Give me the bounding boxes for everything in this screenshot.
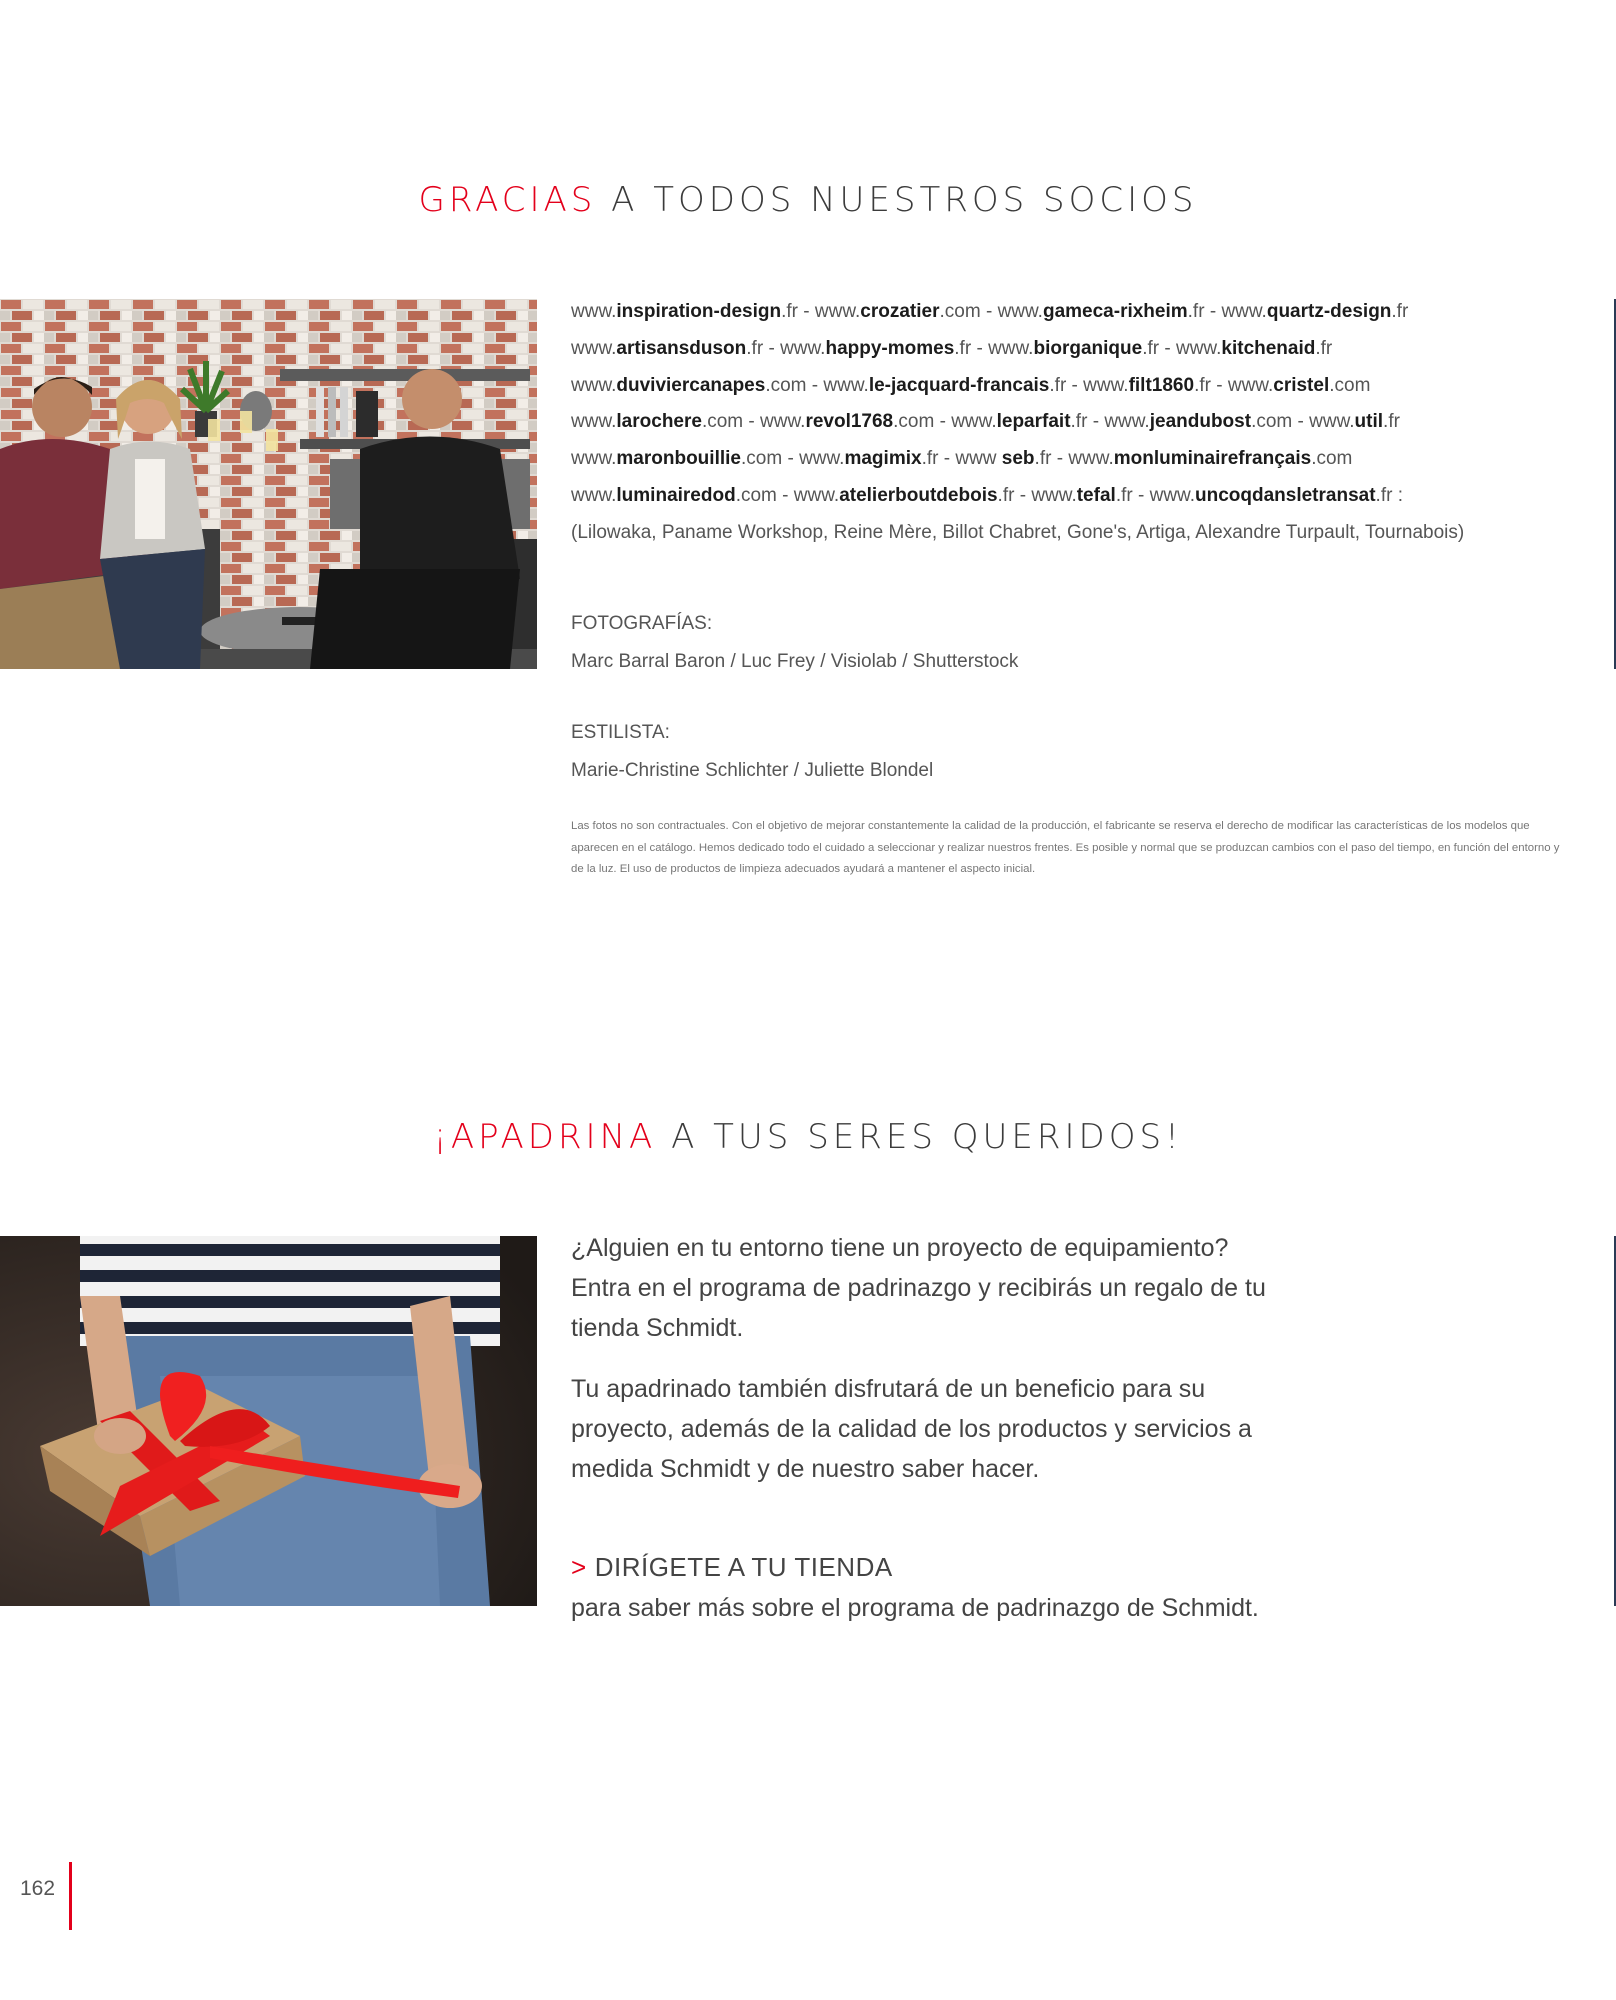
partner-prefix: www. (571, 448, 617, 470)
separator: - (1132, 484, 1150, 506)
partner-tld: .com (1329, 374, 1371, 396)
referral-heading (0, 1117, 1616, 1157)
partner-line (571, 478, 1581, 515)
partner-prefix: www. (571, 484, 617, 506)
partner-name: larochere (616, 411, 702, 433)
partner-name: uncoqdansletransat (1195, 484, 1376, 506)
partner-name: artisansduson (616, 337, 747, 359)
referral-heading-accent: ¡APADRINA (433, 1117, 657, 1157)
partner-website-link[interactable] (794, 485, 1015, 506)
partner-name: seb (1001, 448, 1035, 470)
partner-website-link[interactable] (571, 375, 807, 396)
partner-website-link[interactable] (1228, 375, 1371, 396)
partner-prefix: www. (1175, 337, 1222, 359)
partner-tld: .com (701, 411, 744, 433)
partner-tld: .com (740, 448, 783, 470)
partner-website-link[interactable] (1031, 485, 1132, 506)
partners-heading (0, 180, 1616, 220)
partner-prefix: www. (799, 448, 845, 470)
separator: - (797, 301, 815, 322)
separator: - (938, 448, 956, 470)
partner-name: magimix (844, 448, 922, 470)
partner-name: happy-momes (825, 337, 955, 359)
partner-website-link[interactable] (815, 301, 981, 322)
partner-tld: .fr (1142, 337, 1160, 359)
page-number-divider (69, 1862, 72, 1930)
partner-line (571, 441, 1581, 478)
partner-name: jeandubost (1149, 411, 1252, 433)
gift-box-photo (0, 1236, 537, 1606)
partner-website-link[interactable] (1068, 448, 1352, 469)
partner-line (571, 368, 1581, 405)
partner-brands-line: (Lilowaka, Paname Workshop, Reine Mère, Billot Chabret, Gone's, Artiga, Alexandre Turpault, Tournabois) (571, 521, 1465, 543)
partner-name: duviviercanapes (616, 374, 766, 396)
partner-tld: .com (939, 301, 981, 322)
referral-paragraph-1: ¿Alguien en tu entorno tiene un proyecto de equipamiento? Entra en el programa de padrinazgo y recibirás un regalo de tu tienda Schmidt. (571, 1234, 1266, 1342)
stylist-credits: Marie-Christine Schlichter / Juliette Blondel (571, 760, 934, 781)
partner-name: le-jacquard-francais (868, 374, 1050, 396)
partner-tld: .fr (781, 301, 798, 322)
partner-name: inspiration-design (616, 301, 782, 322)
partner-tld: .com (735, 484, 777, 506)
partner-prefix: www. (1068, 448, 1114, 470)
partner-prefix: www. (571, 411, 617, 433)
partner-prefix: www. (1309, 411, 1355, 433)
partner-prefix: www. (571, 374, 617, 396)
partner-tld: .fr (1070, 411, 1088, 433)
partner-website-link[interactable] (1083, 375, 1211, 396)
partner-prefix: www. (823, 374, 869, 396)
separator: - (1087, 411, 1105, 433)
disclaimer-text: Las fotos no son contractuales. Con el objetivo de mejorar constantemente la calidad de la producción, el fabricante se reserva el derecho de modificar las características de los modelos que aparecen en el catálogo. Hemos dedicado todo el cuidado a seleccionar y realizar nuestros frentes. Es posible y normal que se produzcan cambios con el paso del tiempo, en función del entorno y de la luz. El uso de productos de limpieza adecuados ayudará a mantener el aspecto inicial. (571, 820, 1560, 875)
partner-website-link[interactable] (799, 448, 938, 469)
partner-website-link[interactable] (1309, 411, 1400, 432)
partner-tld: .fr (1315, 337, 1333, 359)
partner-website-link[interactable] (760, 411, 934, 432)
partner-website-link[interactable] (998, 301, 1205, 322)
partner-prefix: www. (1227, 374, 1274, 396)
partner-prefix: www. (1149, 484, 1195, 506)
partner-name: monluminairefrançais (1113, 448, 1312, 470)
partner-prefix: www. (1104, 411, 1150, 433)
store-link[interactable] (571, 1552, 893, 1583)
partner-website-link[interactable] (823, 375, 1066, 396)
partner-line (571, 404, 1581, 441)
partner-tld: .fr (954, 337, 972, 359)
partner-prefix: www. (571, 301, 617, 322)
partner-website-link[interactable] (571, 301, 798, 322)
partner-tld: .fr (921, 448, 939, 470)
photos-label: FOTOGRAFÍAS: (571, 613, 713, 634)
separator: - (1204, 301, 1222, 322)
partner-name: crozatier (860, 301, 940, 322)
separator: - (782, 448, 800, 470)
referral-heading-rest: A TUS SERES QUERIDOS! (656, 1117, 1183, 1157)
partner-prefix: www (955, 448, 1002, 470)
partner-prefix: www. (760, 411, 806, 433)
partner-name: tefal (1076, 484, 1116, 506)
partner-tld: .fr (997, 484, 1015, 506)
partner-prefix: www. (814, 301, 861, 322)
partner-tld: .com (1251, 411, 1293, 433)
partner-tld: .fr (1034, 448, 1052, 470)
partner-tld: .fr (1049, 374, 1067, 396)
partner-name: maronbouillie (616, 448, 741, 470)
separator: - (806, 374, 824, 396)
separator: - (971, 337, 989, 359)
partner-name: cristel (1273, 374, 1330, 396)
partner-website-link[interactable] (1150, 485, 1403, 506)
partner-name: leparfait (996, 411, 1071, 433)
partner-tld: .com (765, 374, 807, 396)
partner-prefix: www. (1083, 374, 1129, 396)
stylist-label: ESTILISTA: (571, 722, 670, 743)
partner-website-link[interactable] (955, 448, 1051, 469)
partner-name: gameca-rixheim (1042, 301, 1188, 322)
partner-tld: .com (893, 411, 935, 433)
partners-heading-rest: A TODOS NUESTROS SOCIOS (596, 180, 1198, 220)
partner-tld: .fr (1115, 484, 1133, 506)
separator: - (980, 301, 998, 322)
partner-name: filt1860 (1128, 374, 1195, 396)
partner-name: revol1768 (805, 411, 894, 433)
partners-toast-photo (0, 299, 537, 669)
partner-name: biorganique (1033, 337, 1143, 359)
partner-tld: .fr : (1375, 484, 1403, 506)
partner-prefix: www. (1221, 301, 1267, 322)
partner-website-link[interactable] (780, 338, 971, 359)
chevron-right-icon: > (571, 1552, 587, 1582)
partner-website-link[interactable] (571, 485, 777, 506)
partners-heading-accent: GRACIAS (418, 180, 597, 220)
partner-line (571, 331, 1581, 368)
partner-tld: .com (1311, 448, 1353, 470)
separator: - (776, 484, 794, 506)
partner-tld: .fr (746, 337, 764, 359)
partner-website-link[interactable] (571, 411, 743, 432)
referral-paragraph-2: Tu apadrinado también disfrutará de un beneficio para su proyecto, además de la calidad de los productos y servicios a medida Schmidt y de nuestro saber hacer. (571, 1375, 1252, 1483)
partner-website-link[interactable] (1176, 338, 1332, 359)
separator: - (1014, 484, 1032, 506)
separator: - (934, 411, 952, 433)
partner-tld: .fr (1187, 301, 1205, 322)
photos-credits: Marc Barral Baron / Luc Frey / Visiolab / Shutterstock (571, 651, 1019, 672)
separator: - (763, 337, 781, 359)
page-number: 162 (20, 1877, 56, 1900)
store-link-label: DIRÍGETE A TU TIENDA (594, 1552, 893, 1582)
separator: - (1159, 337, 1176, 359)
partner-name: quartz-design (1266, 301, 1392, 322)
partner-website-link[interactable] (988, 338, 1159, 359)
partner-name: luminairedod (616, 484, 736, 506)
partner-name: kitchenaid (1221, 337, 1316, 359)
separator: - (743, 411, 761, 433)
separator: - (1210, 374, 1228, 396)
separator: - (1066, 374, 1084, 396)
partner-website-link[interactable] (1221, 301, 1408, 322)
separator: - (1292, 411, 1310, 433)
partner-prefix: www. (793, 484, 840, 506)
partner-prefix: www. (571, 337, 617, 359)
partner-website-link[interactable] (951, 411, 1087, 432)
partner-prefix: www. (780, 337, 826, 359)
partner-website-link[interactable] (571, 338, 763, 359)
partner-prefix: www. (997, 301, 1043, 322)
partner-tld: .fr (1391, 301, 1409, 322)
partner-tld: .fr (1194, 374, 1211, 396)
partner-name: atelierboutdebois (839, 484, 998, 506)
partner-website-link[interactable] (1104, 411, 1292, 432)
partner-websites-list (571, 294, 1581, 552)
partner-prefix: www. (988, 337, 1034, 359)
partner-prefix: www. (1031, 484, 1077, 506)
partner-line (571, 294, 1581, 331)
partner-name: util (1354, 411, 1384, 433)
partner-tld: .fr (1383, 411, 1400, 433)
partner-website-link[interactable] (571, 448, 782, 469)
store-link-subtext: para saber más sobre el programa de padrinazgo de Schmidt. (571, 1594, 1259, 1622)
separator: - (1051, 448, 1069, 470)
partner-prefix: www. (951, 411, 997, 433)
